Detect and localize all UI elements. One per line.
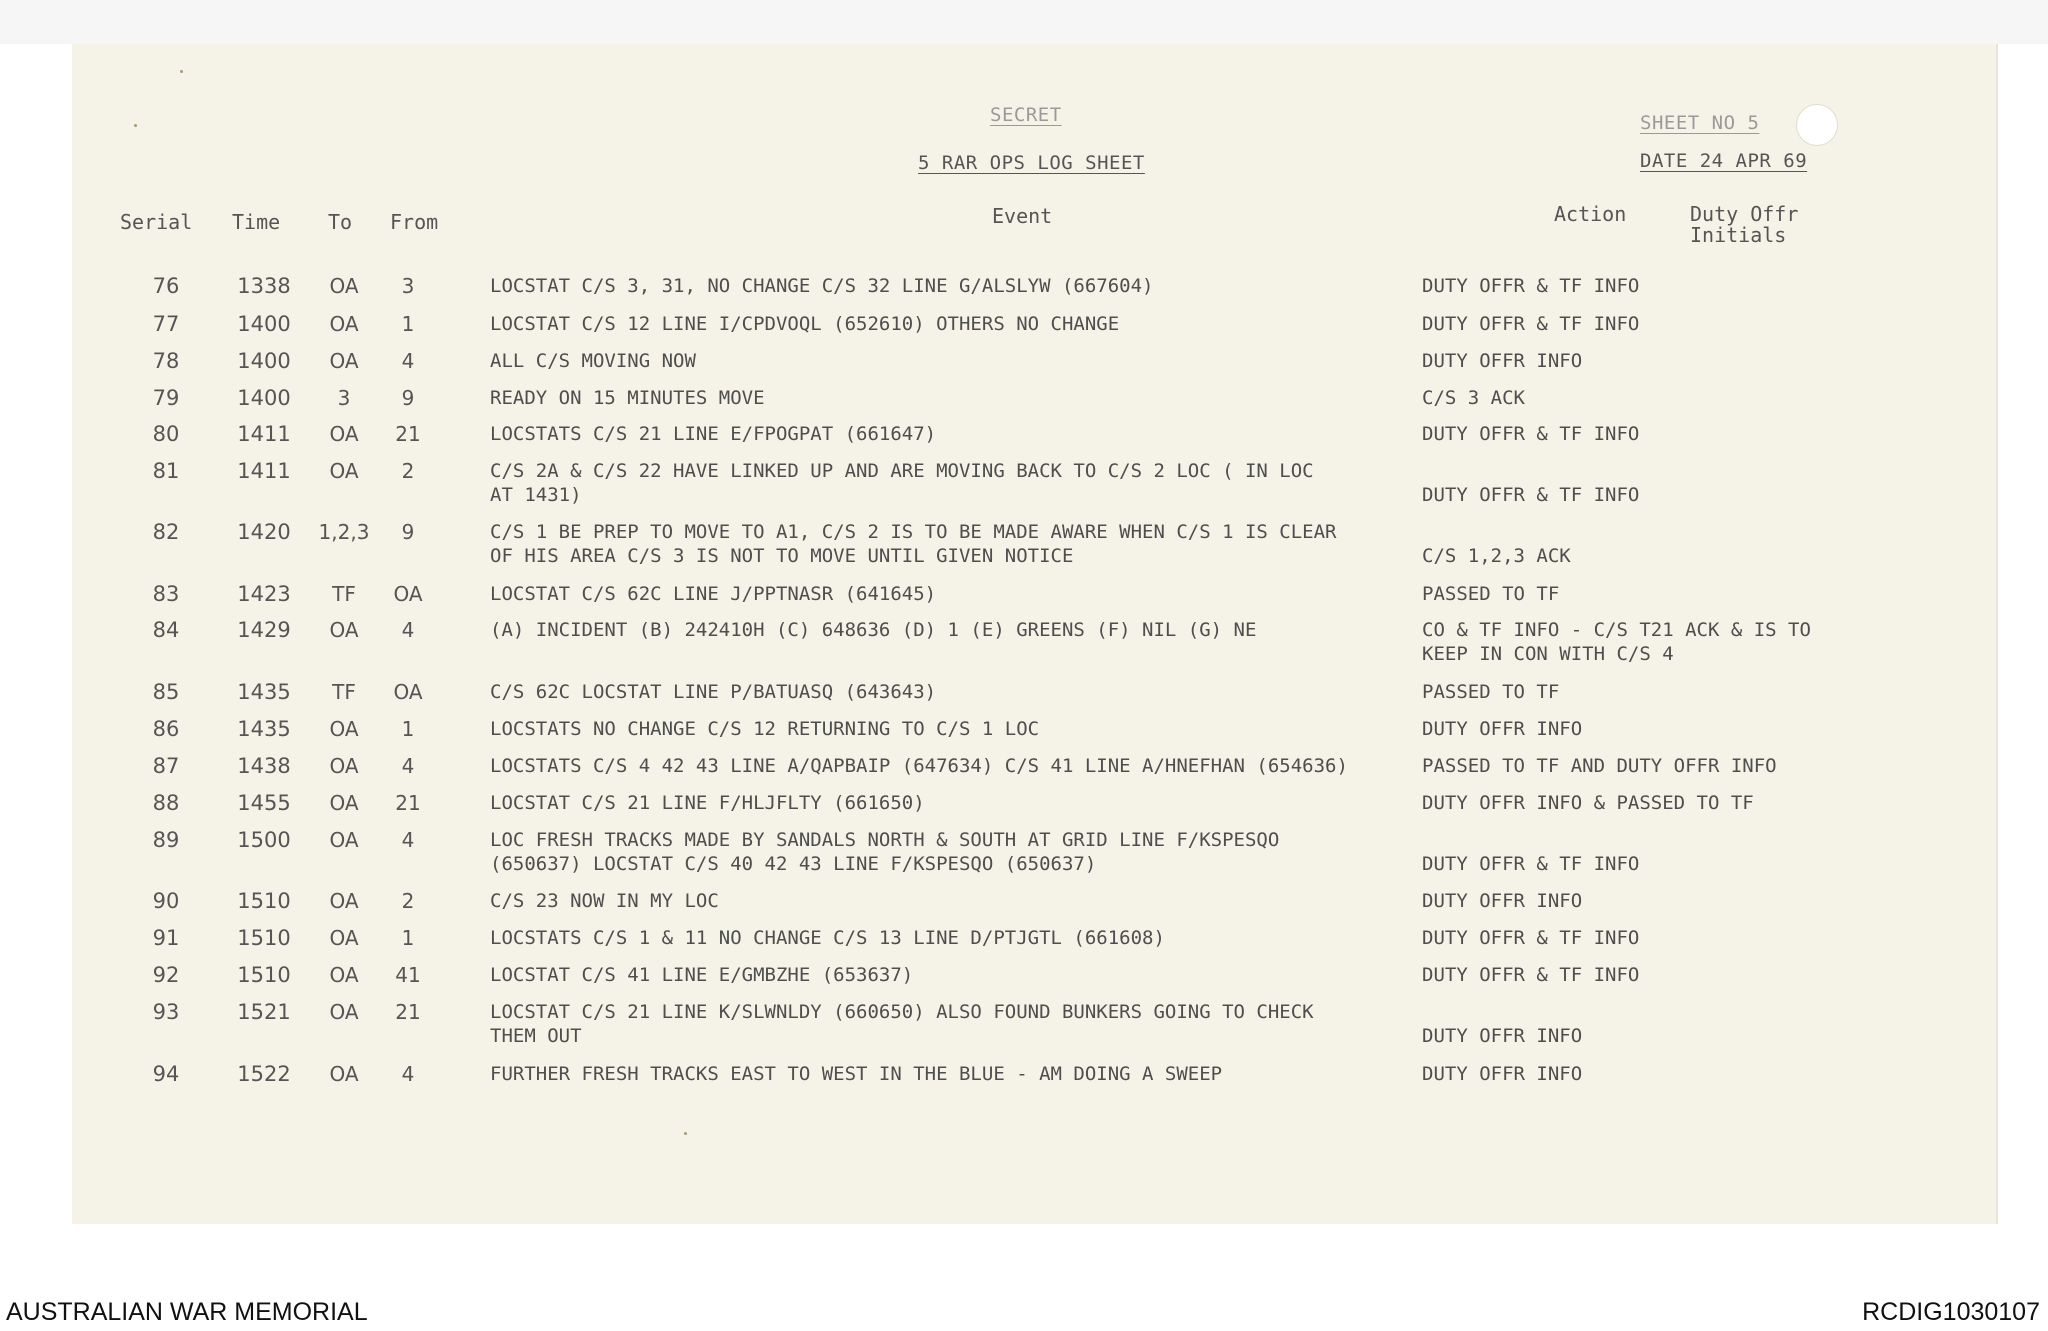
row-serial: 79 — [152, 386, 180, 410]
row-event: LOC FRESH TRACKS MADE BY SANDALS NORTH & SOUTH AT GRID LINE F/KSPESQO (650637) LOCSTAT C/S 40 42 43 LINE F/KSPESQO (650637) — [490, 829, 1280, 875]
row-action: C/S 3 ACK — [1422, 387, 1525, 409]
row-serial: 83 — [152, 582, 180, 606]
row-to: OA — [329, 1000, 359, 1024]
row-action: DUTY OFFR & TF INFO — [1422, 275, 1640, 297]
row-event: FURTHER FRESH TRACKS EAST TO WEST IN THE BLUE - AM DOING A SWEEP — [490, 1063, 1223, 1085]
column-header-action: Action — [1554, 202, 1627, 226]
top-margin — [0, 0, 2048, 44]
footer-archive-name: AUSTRALIAN WAR MEMORIAL — [6, 1298, 368, 1326]
row-to: OA — [329, 754, 359, 778]
row-event: C/S 62C LOCSTAT LINE P/BATUASQ (643643) — [490, 681, 937, 703]
row-serial: 80 — [152, 422, 180, 446]
row-serial: 89 — [152, 828, 180, 852]
row-time: 1438 — [237, 754, 291, 778]
row-from: 21 — [395, 422, 421, 446]
row-to: TF — [332, 680, 356, 704]
row-to: TF — [332, 582, 356, 606]
row-to: OA — [329, 349, 359, 373]
row-to: OA — [329, 618, 359, 642]
row-action: DUTY OFFR & TF INFO — [1422, 484, 1640, 506]
row-serial: 92 — [152, 963, 180, 987]
row-event: (A) INCIDENT (B) 242410H (C) 648636 (D) 1 (E) GREENS (F) NIL (G) NE — [490, 619, 1257, 641]
row-to: OA — [329, 312, 359, 336]
row-event: LOCSTAT C/S 3, 31, NO CHANGE C/S 32 LINE G/ALSLYW (667604) — [490, 275, 1154, 297]
paper-speck — [684, 1132, 687, 1135]
row-event: LOCSTAT C/S 12 LINE I/CPDVOQL (652610) OTHERS NO CHANGE — [490, 313, 1120, 335]
document-title: 5 RAR OPS LOG SHEET — [918, 152, 1145, 174]
row-to: 1,2,3 — [318, 520, 370, 544]
row-action: CO & TF INFO - C/S T21 ACK & IS TO KEEP IN CON WITH C/S 4 — [1422, 619, 1811, 665]
row-from: 4 — [401, 754, 415, 778]
column-header-serial: Serial — [120, 210, 193, 234]
row-from: 3 — [401, 274, 415, 298]
row-time: 1455 — [237, 791, 291, 815]
row-action: DUTY OFFR INFO — [1422, 718, 1583, 740]
row-serial: 77 — [152, 312, 180, 336]
row-serial: 82 — [152, 520, 180, 544]
column-header-from: From — [390, 210, 439, 234]
row-time: 1411 — [237, 459, 291, 483]
row-event: LOCSTAT C/S 21 LINE F/HLJFLTY (661650) — [490, 792, 925, 814]
row-action: DUTY OFFR INFO — [1422, 1063, 1583, 1085]
row-serial: 90 — [152, 889, 180, 913]
row-action: DUTY OFFR & TF INFO — [1422, 313, 1640, 335]
column-header-event: Event — [992, 204, 1053, 228]
footer-record-id: RCDIG1030107 — [1862, 1298, 2040, 1326]
row-event: ALL C/S MOVING NOW — [490, 350, 696, 372]
row-event: LOCSTATS C/S 1 & 11 NO CHANGE C/S 13 LINE D/PTJGTL (661608) — [490, 927, 1165, 949]
row-action: PASSED TO TF AND DUTY OFFR INFO — [1422, 755, 1777, 777]
row-serial: 78 — [152, 349, 180, 373]
row-action: DUTY OFFR INFO & PASSED TO TF — [1422, 792, 1754, 814]
row-serial: 93 — [152, 1000, 180, 1024]
punch-hole — [1796, 104, 1838, 146]
row-event: LOCSTATS C/S 4 42 43 LINE A/QAPBAIP (647634) C/S 41 LINE A/HNEFHAN (654636) — [490, 755, 1348, 777]
row-action: PASSED TO TF — [1422, 681, 1560, 703]
row-serial: 86 — [152, 717, 180, 741]
row-from: 4 — [401, 618, 415, 642]
row-time: 1338 — [237, 274, 291, 298]
row-to: OA — [329, 791, 359, 815]
row-to: OA — [329, 963, 359, 987]
row-from: 4 — [401, 349, 415, 373]
row-to: OA — [329, 717, 359, 741]
row-time: 1400 — [237, 312, 291, 336]
column-header-time: Time — [232, 210, 281, 234]
column-header-to: To — [328, 210, 353, 234]
row-time: 1522 — [237, 1062, 291, 1086]
row-time: 1510 — [237, 926, 291, 950]
row-from: 4 — [401, 1062, 415, 1086]
row-action: PASSED TO TF — [1422, 583, 1560, 605]
row-action: DUTY OFFR & TF INFO — [1422, 964, 1640, 986]
sheet-date: DATE 24 APR 69 — [1640, 150, 1808, 172]
column-header-duty-offr-initials: Duty Offr Initials — [1690, 202, 1799, 247]
row-to: OA — [329, 274, 359, 298]
row-to: 3 — [337, 386, 351, 410]
sheet-number: SHEET NO 5 — [1640, 112, 1760, 134]
row-serial: 84 — [152, 618, 180, 642]
row-to: OA — [329, 459, 359, 483]
row-event: LOCSTAT C/S 41 LINE E/GMBZHE (653637) — [490, 964, 914, 986]
row-time: 1500 — [237, 828, 291, 852]
row-time: 1411 — [237, 422, 291, 446]
row-time: 1435 — [237, 680, 291, 704]
row-time: 1400 — [237, 386, 291, 410]
row-event: LOCSTATS C/S 21 LINE E/FPOGPAT (661647) — [490, 423, 937, 445]
row-serial: 87 — [152, 754, 180, 778]
row-from: 2 — [401, 889, 415, 913]
paper-speck — [134, 124, 137, 127]
row-from: 1 — [401, 312, 415, 336]
row-action: DUTY OFFR & TF INFO — [1422, 423, 1640, 445]
row-event: C/S 23 NOW IN MY LOC — [490, 890, 719, 912]
row-serial: 88 — [152, 791, 180, 815]
row-time: 1435 — [237, 717, 291, 741]
row-from: OA — [393, 680, 423, 704]
row-to: OA — [329, 926, 359, 950]
row-time: 1521 — [237, 1000, 291, 1024]
row-event: C/S 1 BE PREP TO MOVE TO A1, C/S 2 IS TO BE MADE AWARE WHEN C/S 1 IS CLEAR OF HIS AREA C/S 3 IS NOT TO MOVE UNTIL GIVEN NOTICE — [490, 521, 1337, 567]
row-from: 9 — [401, 520, 415, 544]
row-event: LOCSTAT C/S 21 LINE K/SLWNLDY (660650) ALSO FOUND BUNKERS GOING TO CHECK THEM OUT — [490, 1001, 1314, 1047]
row-serial: 91 — [152, 926, 180, 950]
row-action: DUTY OFFR & TF INFO — [1422, 927, 1640, 949]
row-time: 1510 — [237, 963, 291, 987]
row-to: OA — [329, 1062, 359, 1086]
classification-marking: SECRET — [990, 104, 1062, 126]
row-from: 1 — [401, 717, 415, 741]
row-action: C/S 1,2,3 ACK — [1422, 545, 1571, 567]
row-time: 1510 — [237, 889, 291, 913]
row-action: DUTY OFFR & TF INFO — [1422, 853, 1640, 875]
row-action: DUTY OFFR INFO — [1422, 350, 1583, 372]
row-serial: 76 — [152, 274, 180, 298]
row-from: 9 — [401, 386, 415, 410]
row-to: OA — [329, 422, 359, 446]
row-to: OA — [329, 889, 359, 913]
row-from: 4 — [401, 828, 415, 852]
row-event: C/S 2A & C/S 22 HAVE LINKED UP AND ARE MOVING BACK TO C/S 2 LOC ( IN LOC AT 1431) — [490, 460, 1314, 506]
row-serial: 81 — [152, 459, 180, 483]
row-time: 1423 — [237, 582, 291, 606]
row-from: 21 — [395, 791, 421, 815]
row-event: LOCSTATS NO CHANGE C/S 12 RETURNING TO C/S 1 LOC — [490, 718, 1040, 740]
row-action: DUTY OFFR INFO — [1422, 1025, 1583, 1047]
row-from: 1 — [401, 926, 415, 950]
paper-speck — [180, 70, 183, 73]
row-serial: 85 — [152, 680, 180, 704]
row-event: READY ON 15 MINUTES MOVE — [490, 387, 765, 409]
row-serial: 94 — [152, 1062, 180, 1086]
row-to: OA — [329, 828, 359, 852]
row-from: 21 — [395, 1000, 421, 1024]
row-event: LOCSTAT C/S 62C LINE J/PPTNASR (641645) — [490, 583, 937, 605]
row-time: 1400 — [237, 349, 291, 373]
row-action: DUTY OFFR INFO — [1422, 890, 1583, 912]
row-time: 1420 — [237, 520, 291, 544]
row-from: 2 — [401, 459, 415, 483]
row-from: 41 — [395, 963, 421, 987]
row-time: 1429 — [237, 618, 291, 642]
row-from: OA — [393, 582, 423, 606]
